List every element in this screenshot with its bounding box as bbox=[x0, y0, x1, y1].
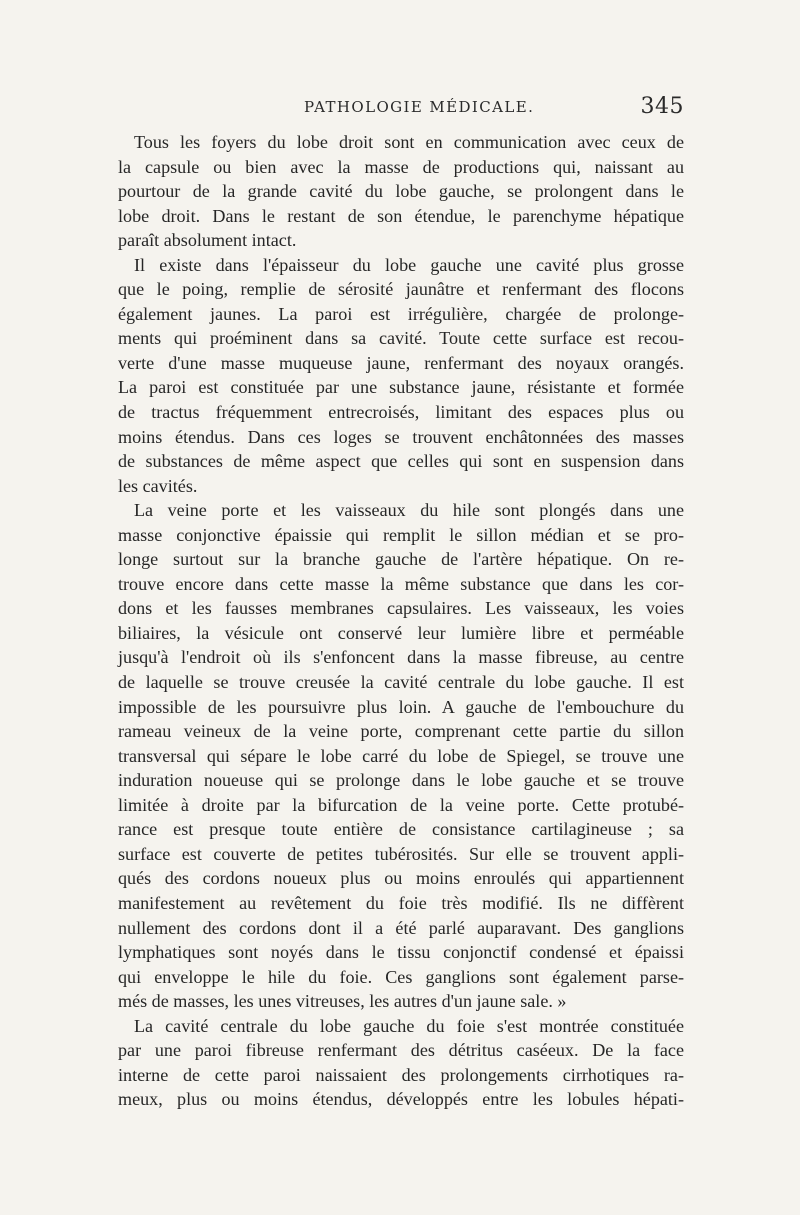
text-line: Il existe dans l'épaisseur du lobe gauche une cavité plus grosse bbox=[134, 254, 684, 275]
text-line: que le poing, remplie de sérosité jaunâtre et renfermant des flocons bbox=[118, 279, 684, 300]
text-line: interne de cette paroi naissaient des prolongements cirrhotiques ra- bbox=[118, 1064, 684, 1085]
text-line: Tous les foyers du lobe droit sont en communication avec ceux de bbox=[134, 132, 684, 152]
text-line: rance est presque toute entière de consistance cartilagineuse ; sa bbox=[118, 819, 684, 840]
text-line: La veine porte et les vaisseaux du hile sont plongés dans une bbox=[134, 500, 684, 521]
text-line: meux, plus ou moins étendus, développés entre les lobules hépati- bbox=[118, 1089, 684, 1110]
text-line: de laquelle se trouve creusée la cavité centrale du lobe gauche. Il est bbox=[118, 672, 684, 693]
text-line: la capsule ou bien avec la masse de productions qui, naissant au bbox=[118, 156, 684, 177]
text-line: pourtour de la grande cavité du lobe gauche, se prolongent dans le bbox=[118, 181, 684, 202]
text-line: masse conjonctive épaissie qui remplit le sillon médian et se pro- bbox=[118, 524, 684, 545]
text-line: La paroi est constituée par une substance jaune, résistante et formée bbox=[118, 377, 684, 398]
page-number: 345 bbox=[640, 94, 684, 119]
text-line: impossible de les poursuivre plus loin. A gauche de l'embouchure du bbox=[118, 696, 684, 717]
text-line: lymphatiques sont noyés dans le tissu conjonctif condensé et épaissi bbox=[118, 942, 684, 963]
text-line: trouve encore dans cette masse la même substance que dans les cor- bbox=[118, 573, 684, 594]
text-line: manifestement au revêtement du foie très modifié. Ils ne diffèrent bbox=[118, 892, 684, 913]
text-line: paraît absolument intact. bbox=[118, 230, 297, 251]
text-line: rameau veineux de la veine porte, comprenant cette partie du sillon bbox=[118, 721, 684, 742]
text-line: qui enveloppe le hile du foie. Ces ganglions sont également parse- bbox=[118, 966, 684, 987]
body-text bbox=[118, 130, 684, 1112]
text-line: de substances de même aspect que celles qui sont en suspension dans bbox=[118, 451, 684, 472]
text-line: nullement des cordons dont il a été parlé auparavant. Des ganglions bbox=[118, 917, 684, 938]
text-line: verte d'une masse muqueuse jaune, renfermant des noyaux orangés. bbox=[118, 352, 684, 373]
running-title: PATHOLOGIE MÉDICALE. bbox=[304, 98, 535, 116]
text-line: dons et les fausses membranes capsulaires. Les vaisseaux, les voies bbox=[118, 598, 684, 619]
text-line: jusqu'à l'endroit où ils s'enfoncent dans la masse fibreuse, au centre bbox=[118, 647, 684, 668]
text-line: moins étendus. Dans ces loges se trouvent enchâtonnées des masses bbox=[118, 426, 684, 447]
text-line: également jaunes. La paroi est irrégulière, chargée de prolonge- bbox=[118, 303, 684, 324]
text-line: surface est couverte de petites tubérosités. Sur elle se trouvent appli- bbox=[118, 843, 684, 864]
text-line: ments qui proéminent dans sa cavité. Toute cette surface est recou- bbox=[118, 328, 684, 349]
text-line: La cavité centrale du lobe gauche du foie s'est montrée constituée bbox=[134, 1015, 684, 1036]
text-line: qués des cordons noueux plus ou moins enroulés qui appartiennent bbox=[118, 868, 684, 889]
text-line: les cavités. bbox=[118, 475, 198, 496]
text-line: més de masses, les unes vitreuses, les autres d'un jaune sale. » bbox=[118, 991, 567, 1012]
text-line: biliaires, la vésicule ont conservé leur lumière libre et perméable bbox=[118, 622, 684, 643]
text-line: par une paroi fibreuse renfermant des détritus caséeux. De la face bbox=[118, 1040, 684, 1061]
paragraph bbox=[118, 1014, 684, 1112]
paragraph bbox=[118, 498, 684, 1013]
text-line: limitée à droite par la bifurcation de la veine porte. Cette protubé- bbox=[118, 794, 684, 815]
text-line: longe surtout sur la branche gauche de l'artère hépatique. On re- bbox=[118, 549, 684, 570]
text-line: de tractus fréquemment entrecroisés, limitant des espaces plus ou bbox=[118, 402, 684, 423]
text-line: lobe droit. Dans le restant de son étendue, le parenchyme hépatique bbox=[118, 205, 684, 226]
text-line: induration noueuse qui se prolonge dans le lobe gauche et se trouve bbox=[118, 770, 684, 791]
page-header bbox=[118, 96, 684, 124]
paragraph bbox=[118, 130, 684, 253]
paragraph bbox=[118, 253, 684, 498]
text-line: transversal qui sépare le lobe carré du lobe de Spiegel, se trouve une bbox=[118, 745, 684, 766]
